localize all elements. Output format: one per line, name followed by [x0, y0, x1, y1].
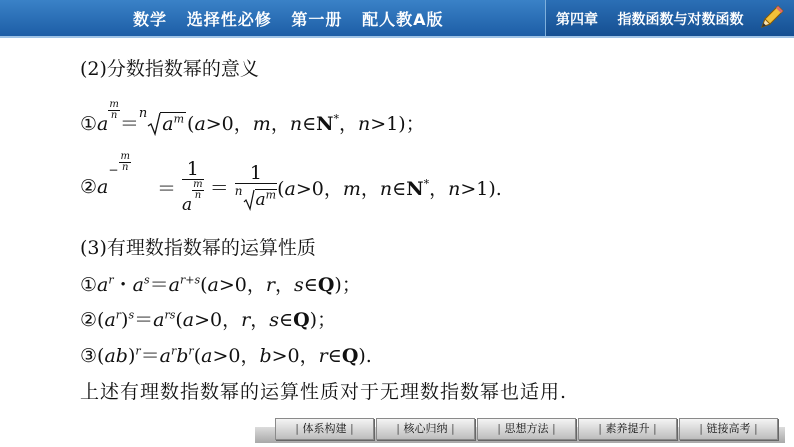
formula-2-condition: (a>0，m，n∈N*，n>1).	[277, 177, 502, 200]
equals-sign: ＝	[119, 113, 139, 135]
header-left	[0, 0, 546, 36]
header-right	[546, 0, 794, 36]
summary-text: 上述有理数指数幂的运算性质对于无理数指数幂也适用.	[80, 381, 568, 403]
fraction-2: $\frac{1}{^n a^m}$	[234, 161, 277, 211]
nav-suyang-tisheng[interactable]: | 素养提升 |	[578, 418, 677, 440]
nav-lianjie-gaokao[interactable]: | 链接高考 |	[679, 418, 778, 440]
exponent-fraction: $\frac{m}{n}$	[109, 99, 119, 121]
property-3: $③(ab)^r=a^rb^r(a>0$，b>0，r∈Q).	[80, 344, 372, 367]
circle-number-2: ②	[80, 176, 98, 198]
nav-hexin-guina[interactable]: | 核心归纳 |	[376, 418, 475, 440]
header-bar	[0, 0, 794, 38]
nav-tixi-goujian[interactable]: | 体系构建 |	[275, 418, 374, 440]
property-1: $①a^r$・$a^s=a^{r+s}(a>0$，r，s∈Q)；	[80, 273, 361, 296]
base-a: a	[97, 113, 109, 135]
section-2-title: (2)分数指数幂的意义	[80, 58, 259, 80]
radical-sign-icon	[243, 189, 255, 211]
book-title: 数学 选择性必修 第一册 配人教A版	[133, 10, 444, 29]
pencil-icon	[758, 3, 786, 31]
radical: $^n$ $a^m$	[138, 105, 185, 135]
fraction-1: 1 a $\frac{m}{n}$	[182, 157, 203, 215]
chapter-title: 第四章 指数函数与对数函数	[556, 12, 744, 28]
neg-exponent: − $\frac{m}{n}$	[108, 151, 130, 177]
nav-sixiang-fangfa[interactable]: | 思想方法 |	[477, 418, 576, 440]
formula-1-condition: (a>0，m，n∈N*，n>1)；	[187, 112, 425, 135]
formula-1	[80, 100, 425, 136]
property-2: $②(a^r)^s=a^{rs}(a>0$，r，s∈Q)；	[80, 308, 337, 331]
circle-number-1: ①	[80, 113, 98, 135]
section-3-title: (3)有理数指数幂的运算性质	[80, 237, 316, 259]
formula-2: ②a− $\frac{m}{n}$ ＝ 1 a $\frac{m}{n}$ ＝ $\frac{1}{^n a^m}$ (a>0，m，n∈N*，n>1).	[80, 151, 502, 215]
